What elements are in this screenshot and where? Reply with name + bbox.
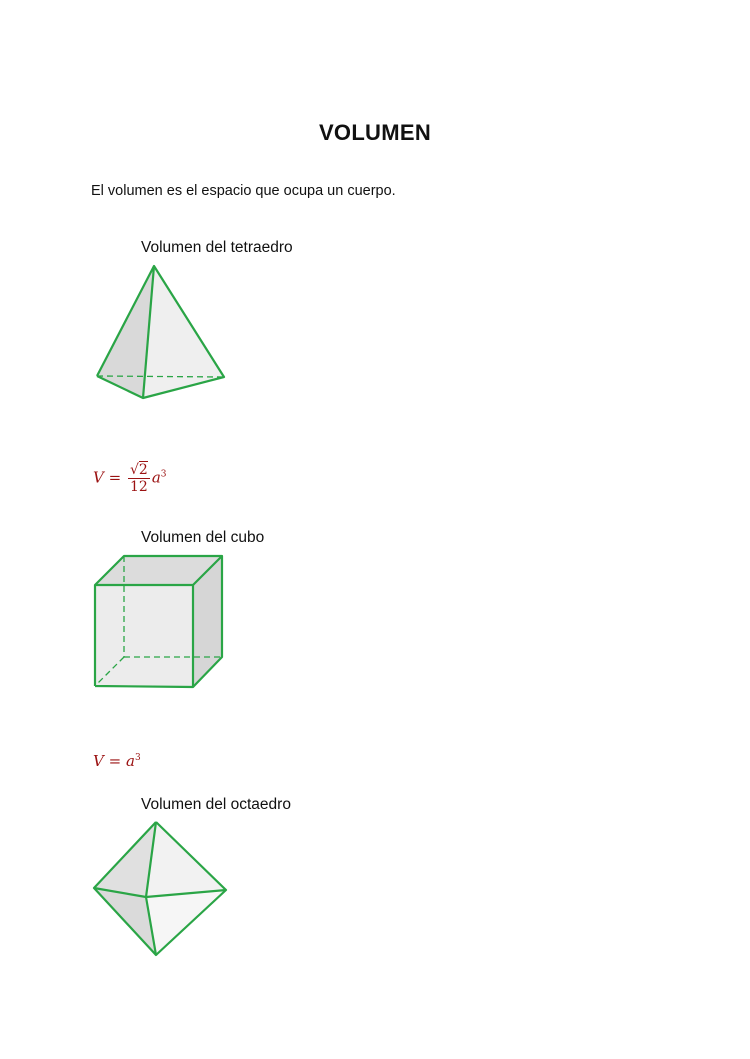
- formula-lhs: V: [93, 752, 104, 770]
- formula-exponent: 3: [134, 753, 141, 763]
- formula-exponent: 3: [160, 469, 167, 480]
- caption-cube: Volumen del cubo: [141, 529, 265, 546]
- formula-variable: a: [125, 752, 135, 770]
- page-title: VOLUMEN: [318, 120, 432, 145]
- formula-equals: =: [108, 468, 122, 487]
- formula-variable: a: [151, 468, 161, 487]
- formula-lhs: V: [93, 468, 104, 487]
- caption-tetrahedron: Volumen del tetraedro: [141, 239, 293, 256]
- sqrt-sign: √: [129, 462, 139, 478]
- formula-equals: =: [108, 752, 122, 770]
- fraction-numerator: 2: [138, 462, 148, 478]
- intro-paragraph: El volumen es el espacio que ocupa un cuerpo.: [91, 183, 396, 199]
- caption-octahedron: Volumen del octaedro: [141, 796, 291, 813]
- fraction-denominator: 12: [129, 479, 148, 495]
